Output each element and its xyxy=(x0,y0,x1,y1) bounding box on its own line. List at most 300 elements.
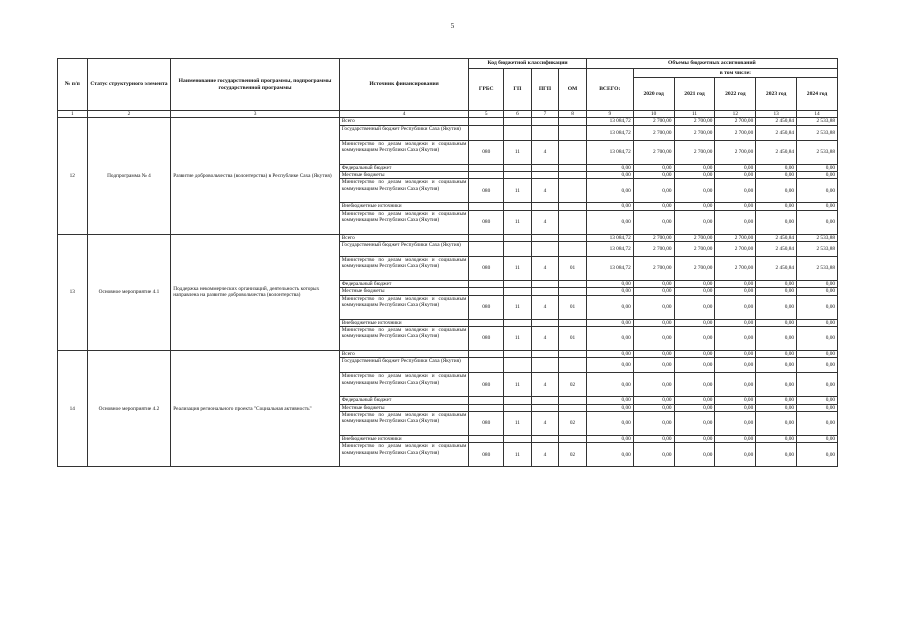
y2021-cell: 0,00 xyxy=(674,295,715,319)
y2021-cell: 0,00 xyxy=(674,179,715,203)
y2023-cell: 0,00 xyxy=(756,443,797,467)
y2020-cell: 0,00 xyxy=(633,164,674,171)
y2024-cell: 2 533,88 xyxy=(797,257,838,281)
om-cell xyxy=(559,242,587,257)
row-number-cell: 12 xyxy=(58,118,88,234)
header-including: в том числе: xyxy=(633,69,837,78)
pgp-cell: 4 xyxy=(531,373,559,397)
source-cell: Федеральный бюджет xyxy=(339,164,469,171)
header-status: Статус структурного элемента xyxy=(87,59,171,111)
header-kbk: Код бюджетной классификации xyxy=(469,59,586,69)
grbs-cell xyxy=(469,242,504,257)
gp-cell: 11 xyxy=(504,210,532,234)
pgp-cell: 4 xyxy=(531,443,559,467)
source-cell: Местные бюджеты xyxy=(339,172,469,179)
y2020-cell: 0,00 xyxy=(633,351,674,358)
om-cell xyxy=(559,164,587,171)
header-grbs: ГРБС xyxy=(469,69,504,111)
header-volumes: Объемы бюджетных ассигнований xyxy=(586,59,837,69)
y2021-cell: 0,00 xyxy=(674,397,715,404)
grbs-cell xyxy=(469,351,504,358)
y2024-cell: 0,00 xyxy=(797,295,838,319)
header-2020: 2020 год xyxy=(633,78,674,111)
y2024-cell: 2 533,88 xyxy=(797,234,838,241)
y2022-cell: 2 700,00 xyxy=(715,118,756,125)
gp-cell xyxy=(504,234,532,241)
gp-cell xyxy=(504,118,532,125)
om-cell xyxy=(559,234,587,241)
y2024-cell: 0,00 xyxy=(797,210,838,234)
grbs-cell: 080 xyxy=(469,140,504,164)
grbs-cell: 080 xyxy=(469,443,504,467)
y2020-cell: 0,00 xyxy=(633,281,674,288)
total-cell: 13 084,72 xyxy=(586,242,633,257)
y2024-cell: 0,00 xyxy=(797,404,838,411)
header-name: Наименование государственной программы, подпрограммы государственной программы xyxy=(171,59,339,111)
y2024-cell: 2 533,88 xyxy=(797,118,838,125)
y2024-cell: 0,00 xyxy=(797,281,838,288)
source-cell: Всего xyxy=(339,351,469,358)
om-cell xyxy=(559,404,587,411)
y2024-cell: 2 533,88 xyxy=(797,242,838,257)
grbs-cell xyxy=(469,358,504,373)
om-cell xyxy=(559,140,587,164)
y2024-cell: 2 533,88 xyxy=(797,140,838,164)
y2021-cell: 0,00 xyxy=(674,436,715,443)
y2023-cell: 0,00 xyxy=(756,179,797,203)
om-cell xyxy=(559,118,587,125)
y2023-cell: 0,00 xyxy=(756,358,797,373)
y2021-cell: 0,00 xyxy=(674,443,715,467)
y2022-cell: 0,00 xyxy=(715,203,756,210)
y2024-cell: 0,00 xyxy=(797,203,838,210)
gp-cell xyxy=(504,351,532,358)
gp-cell xyxy=(504,281,532,288)
pgp-cell xyxy=(531,118,559,125)
grbs-cell xyxy=(469,319,504,326)
gp-cell xyxy=(504,397,532,404)
grbs-cell xyxy=(469,125,504,140)
grbs-cell xyxy=(469,203,504,210)
om-cell xyxy=(559,288,587,295)
total-cell: 0,00 xyxy=(586,210,633,234)
grbs-cell xyxy=(469,172,504,179)
y2023-cell: 0,00 xyxy=(756,351,797,358)
y2021-cell: 2 700,00 xyxy=(674,242,715,257)
y2021-cell: 0,00 xyxy=(674,288,715,295)
y2020-cell: 0,00 xyxy=(633,172,674,179)
om-cell xyxy=(559,125,587,140)
gp-cell: 11 xyxy=(504,295,532,319)
om-cell xyxy=(559,179,587,203)
pgp-cell xyxy=(531,404,559,411)
program-name-cell: Поддержка некоммерческих организаций, деятельность которых направлена на развитие добровольчества (волонтерства) xyxy=(171,234,339,350)
grbs-cell xyxy=(469,397,504,404)
y2022-cell: 0,00 xyxy=(715,443,756,467)
source-cell: Министерство по делам молодежи и социальным коммуникациям Республики Саха (Якутия) xyxy=(339,179,469,203)
total-cell: 0,00 xyxy=(586,404,633,411)
y2022-cell: 0,00 xyxy=(715,327,756,351)
gp-cell: 11 xyxy=(504,443,532,467)
column-number: 4 xyxy=(339,111,469,118)
pgp-cell xyxy=(531,164,559,171)
grbs-cell xyxy=(469,288,504,295)
gp-cell xyxy=(504,242,532,257)
om-cell xyxy=(559,351,587,358)
grbs-cell xyxy=(469,118,504,125)
table-header xyxy=(58,59,838,118)
y2023-cell: 2 450,84 xyxy=(756,234,797,241)
source-cell: Федеральный бюджет xyxy=(339,281,469,288)
source-cell: Всего xyxy=(339,234,469,241)
gp-cell xyxy=(504,203,532,210)
source-cell: Всего xyxy=(339,118,469,125)
y2020-cell: 0,00 xyxy=(633,358,674,373)
y2023-cell: 0,00 xyxy=(756,172,797,179)
column-number: 1 xyxy=(58,111,88,118)
y2021-cell: 0,00 xyxy=(674,164,715,171)
om-cell: 02 xyxy=(559,412,587,436)
gp-cell xyxy=(504,436,532,443)
y2024-cell: 0,00 xyxy=(797,179,838,203)
source-cell: Министерство по делам молодежи и социальным коммуникациям Республики Саха (Якутия) xyxy=(339,373,469,397)
grbs-cell xyxy=(469,164,504,171)
total-cell: 0,00 xyxy=(586,179,633,203)
y2022-cell: 2 700,00 xyxy=(715,234,756,241)
y2024-cell: 0,00 xyxy=(797,358,838,373)
total-cell: 0,00 xyxy=(586,397,633,404)
pgp-cell xyxy=(531,288,559,295)
source-cell: Министерство по делам молодежи и социальным коммуникациям Республики Саха (Якутия) xyxy=(339,210,469,234)
y2020-cell: 2 700,00 xyxy=(633,242,674,257)
y2023-cell: 0,00 xyxy=(756,203,797,210)
pgp-cell: 4 xyxy=(531,412,559,436)
status-cell: Подпрограмма № 4 xyxy=(87,118,171,234)
total-cell: 0,00 xyxy=(586,281,633,288)
grbs-cell: 080 xyxy=(469,412,504,436)
om-cell: 01 xyxy=(559,327,587,351)
pgp-cell xyxy=(531,436,559,443)
grbs-cell: 080 xyxy=(469,210,504,234)
grbs-cell xyxy=(469,436,504,443)
table-row xyxy=(58,118,838,125)
y2020-cell: 2 700,00 xyxy=(633,118,674,125)
total-cell: 0,00 xyxy=(586,288,633,295)
total-cell: 13 084,72 xyxy=(586,140,633,164)
source-cell: Министерство по делам молодежи и социальным коммуникациям Республики Саха (Якутия) xyxy=(339,140,469,164)
y2020-cell: 2 700,00 xyxy=(633,125,674,140)
column-number: 14 xyxy=(797,111,838,118)
header-2022: 2022 год xyxy=(715,78,756,111)
y2023-cell: 0,00 xyxy=(756,164,797,171)
total-cell: 0,00 xyxy=(586,373,633,397)
om-cell: 01 xyxy=(559,295,587,319)
y2021-cell: 0,00 xyxy=(674,319,715,326)
y2022-cell: 0,00 xyxy=(715,351,756,358)
total-cell: 13 084,72 xyxy=(586,257,633,281)
status-cell: Основное мероприятие 4.1 xyxy=(87,234,171,350)
y2024-cell: 0,00 xyxy=(797,164,838,171)
y2023-cell: 2 450,84 xyxy=(756,257,797,281)
y2021-cell: 2 700,00 xyxy=(674,234,715,241)
y2020-cell: 0,00 xyxy=(633,288,674,295)
y2020-cell: 0,00 xyxy=(633,373,674,397)
gp-cell xyxy=(504,125,532,140)
pgp-cell: 4 xyxy=(531,140,559,164)
row-number-cell: 13 xyxy=(58,234,88,350)
y2020-cell: 0,00 xyxy=(633,397,674,404)
source-cell: Министерство по делам молодежи и социальным коммуникациям Республики Саха (Якутия) xyxy=(339,412,469,436)
column-number: 2 xyxy=(87,111,171,118)
column-number: 12 xyxy=(715,111,756,118)
y2022-cell: 2 700,00 xyxy=(715,257,756,281)
pgp-cell: 4 xyxy=(531,257,559,281)
om-cell: 02 xyxy=(559,373,587,397)
source-cell: Федеральный бюджет xyxy=(339,397,469,404)
program-name-cell: Реализация регионального проекта "Социальная активность" xyxy=(171,351,339,467)
y2021-cell: 0,00 xyxy=(674,412,715,436)
source-cell: Государственный бюджет Республики Саха (Якутия) xyxy=(339,125,469,140)
grbs-cell: 080 xyxy=(469,327,504,351)
source-cell: Местные бюджеты xyxy=(339,288,469,295)
y2023-cell: 0,00 xyxy=(756,412,797,436)
y2021-cell: 0,00 xyxy=(674,404,715,411)
column-number-row xyxy=(58,111,838,118)
header-om: ОМ xyxy=(559,69,587,111)
pgp-cell: 4 xyxy=(531,327,559,351)
y2021-cell: 2 700,00 xyxy=(674,140,715,164)
y2021-cell: 0,00 xyxy=(674,281,715,288)
gp-cell: 11 xyxy=(504,373,532,397)
y2020-cell: 0,00 xyxy=(633,327,674,351)
y2021-cell: 2 700,00 xyxy=(674,257,715,281)
om-cell xyxy=(559,358,587,373)
source-cell: Внебюджетные источники xyxy=(339,203,469,210)
y2023-cell: 2 450,84 xyxy=(756,118,797,125)
y2022-cell: 0,00 xyxy=(715,412,756,436)
grbs-cell xyxy=(469,234,504,241)
total-cell: 0,00 xyxy=(586,436,633,443)
pgp-cell xyxy=(531,281,559,288)
y2022-cell: 0,00 xyxy=(715,404,756,411)
program-name-cell: Развитие добровольчества (волонтерства) в Республике Саха (Якутия) xyxy=(171,118,339,234)
y2023-cell: 2 450,84 xyxy=(756,242,797,257)
header-2021: 2021 год xyxy=(674,78,715,111)
gp-cell xyxy=(504,164,532,171)
y2023-cell: 0,00 xyxy=(756,319,797,326)
column-number: 6 xyxy=(504,111,532,118)
y2022-cell: 0,00 xyxy=(715,179,756,203)
y2020-cell: 2 700,00 xyxy=(633,140,674,164)
column-number: 3 xyxy=(171,111,339,118)
y2022-cell: 0,00 xyxy=(715,373,756,397)
total-cell: 13 084,72 xyxy=(586,118,633,125)
y2020-cell: 0,00 xyxy=(633,319,674,326)
y2022-cell: 2 700,00 xyxy=(715,140,756,164)
source-cell: Местные бюджеты xyxy=(339,404,469,411)
y2020-cell: 0,00 xyxy=(633,179,674,203)
source-cell: Министерство по делам молодежи и социальным коммуникациям Республики Саха (Якутия) xyxy=(339,443,469,467)
grbs-cell: 080 xyxy=(469,373,504,397)
source-cell: Государственный бюджет Республики Саха (Якутия) xyxy=(339,358,469,373)
gp-cell: 11 xyxy=(504,327,532,351)
source-cell: Государственный бюджет Республики Саха (Якутия) xyxy=(339,242,469,257)
y2020-cell: 0,00 xyxy=(633,436,674,443)
y2021-cell: 0,00 xyxy=(674,203,715,210)
header-source: Источник финансирования xyxy=(339,59,469,111)
total-cell: 0,00 xyxy=(586,412,633,436)
y2021-cell: 0,00 xyxy=(674,373,715,397)
column-number: 10 xyxy=(633,111,674,118)
total-cell: 0,00 xyxy=(586,351,633,358)
table-row xyxy=(58,234,838,241)
pgp-cell xyxy=(531,319,559,326)
header-2023: 2023 год xyxy=(756,78,797,111)
y2024-cell: 0,00 xyxy=(797,288,838,295)
y2024-cell: 0,00 xyxy=(797,319,838,326)
y2020-cell: 0,00 xyxy=(633,203,674,210)
y2024-cell: 0,00 xyxy=(797,172,838,179)
y2023-cell: 0,00 xyxy=(756,295,797,319)
grbs-cell xyxy=(469,404,504,411)
y2020-cell: 0,00 xyxy=(633,412,674,436)
header-2024: 2024 год xyxy=(797,78,838,111)
y2021-cell: 0,00 xyxy=(674,172,715,179)
status-cell: Основное мероприятие 4.2 xyxy=(87,351,171,467)
grbs-cell: 080 xyxy=(469,179,504,203)
pgp-cell xyxy=(531,125,559,140)
om-cell: 01 xyxy=(559,257,587,281)
om-cell xyxy=(559,203,587,210)
total-cell: 0,00 xyxy=(586,295,633,319)
total-cell: 13 084,72 xyxy=(586,234,633,241)
y2022-cell: 0,00 xyxy=(715,281,756,288)
y2021-cell: 0,00 xyxy=(674,358,715,373)
source-cell: Министерство по делам молодежи и социальным коммуникациям Республики Саха (Якутия) xyxy=(339,327,469,351)
column-number: 11 xyxy=(674,111,715,118)
y2020-cell: 2 700,00 xyxy=(633,257,674,281)
y2024-cell: 0,00 xyxy=(797,443,838,467)
y2020-cell: 0,00 xyxy=(633,210,674,234)
y2022-cell: 2 700,00 xyxy=(715,242,756,257)
y2023-cell: 0,00 xyxy=(756,210,797,234)
y2021-cell: 2 700,00 xyxy=(674,125,715,140)
y2021-cell: 2 700,00 xyxy=(674,118,715,125)
total-cell: 0,00 xyxy=(586,164,633,171)
gp-cell xyxy=(504,358,532,373)
column-number: 13 xyxy=(756,111,797,118)
y2024-cell: 0,00 xyxy=(797,397,838,404)
y2021-cell: 0,00 xyxy=(674,327,715,351)
pgp-cell: 4 xyxy=(531,295,559,319)
page-number: 5 xyxy=(450,22,455,30)
gp-cell: 11 xyxy=(504,179,532,203)
y2022-cell: 0,00 xyxy=(715,295,756,319)
source-cell: Внебюджетные источники xyxy=(339,319,469,326)
y2022-cell: 0,00 xyxy=(715,397,756,404)
gp-cell xyxy=(504,288,532,295)
y2024-cell: 0,00 xyxy=(797,351,838,358)
pgp-cell xyxy=(531,242,559,257)
y2023-cell: 0,00 xyxy=(756,397,797,404)
grbs-cell: 080 xyxy=(469,257,504,281)
source-cell: Министерство по делам молодежи и социальным коммуникациям Республики Саха (Якутия) xyxy=(339,257,469,281)
y2023-cell: 0,00 xyxy=(756,288,797,295)
header-gp: ГП xyxy=(504,69,532,111)
source-cell: Министерство по делам молодежи и социальным коммуникациям Республики Саха (Якутия) xyxy=(339,295,469,319)
y2024-cell: 0,00 xyxy=(797,412,838,436)
y2022-cell: 0,00 xyxy=(715,436,756,443)
row-number-cell: 14 xyxy=(58,351,88,467)
gp-cell: 11 xyxy=(504,412,532,436)
total-cell: 0,00 xyxy=(586,172,633,179)
om-cell xyxy=(559,397,587,404)
y2023-cell: 0,00 xyxy=(756,281,797,288)
y2022-cell: 2 700,00 xyxy=(715,125,756,140)
y2021-cell: 0,00 xyxy=(674,210,715,234)
y2020-cell: 0,00 xyxy=(633,295,674,319)
y2020-cell: 2 700,00 xyxy=(633,234,674,241)
grbs-cell: 080 xyxy=(469,295,504,319)
pgp-cell xyxy=(531,351,559,358)
y2020-cell: 0,00 xyxy=(633,404,674,411)
table-row xyxy=(58,351,838,358)
pgp-cell: 4 xyxy=(531,210,559,234)
header-total: ВСЕГО: xyxy=(586,69,633,111)
header-no: № п/п xyxy=(58,59,88,111)
total-cell: 0,00 xyxy=(586,443,633,467)
gp-cell: 11 xyxy=(504,257,532,281)
y2023-cell: 0,00 xyxy=(756,373,797,397)
gp-cell xyxy=(504,404,532,411)
column-number: 5 xyxy=(469,111,504,118)
y2021-cell: 0,00 xyxy=(674,351,715,358)
om-cell xyxy=(559,436,587,443)
budget-table xyxy=(57,58,838,467)
y2022-cell: 0,00 xyxy=(715,164,756,171)
om-cell xyxy=(559,210,587,234)
y2022-cell: 0,00 xyxy=(715,319,756,326)
om-cell xyxy=(559,281,587,288)
pgp-cell xyxy=(531,203,559,210)
pgp-cell: 4 xyxy=(531,179,559,203)
pgp-cell xyxy=(531,358,559,373)
y2024-cell: 0,00 xyxy=(797,327,838,351)
header-pgp: ПГП xyxy=(531,69,559,111)
y2023-cell: 0,00 xyxy=(756,327,797,351)
total-cell: 13 084,72 xyxy=(586,125,633,140)
y2024-cell: 0,00 xyxy=(797,373,838,397)
gp-cell: 11 xyxy=(504,140,532,164)
total-cell: 0,00 xyxy=(586,327,633,351)
pgp-cell xyxy=(531,234,559,241)
y2022-cell: 0,00 xyxy=(715,172,756,179)
total-cell: 0,00 xyxy=(586,203,633,210)
gp-cell xyxy=(504,319,532,326)
column-number: 7 xyxy=(531,111,559,118)
pgp-cell xyxy=(531,397,559,404)
column-number: 9 xyxy=(586,111,633,118)
source-cell: Внебюджетные источники xyxy=(339,436,469,443)
y2022-cell: 0,00 xyxy=(715,288,756,295)
column-number: 8 xyxy=(559,111,587,118)
gp-cell xyxy=(504,172,532,179)
y2023-cell: 0,00 xyxy=(756,404,797,411)
y2023-cell: 2 450,84 xyxy=(756,125,797,140)
y2024-cell: 2 533,88 xyxy=(797,125,838,140)
y2022-cell: 0,00 xyxy=(715,358,756,373)
total-cell: 0,00 xyxy=(586,358,633,373)
